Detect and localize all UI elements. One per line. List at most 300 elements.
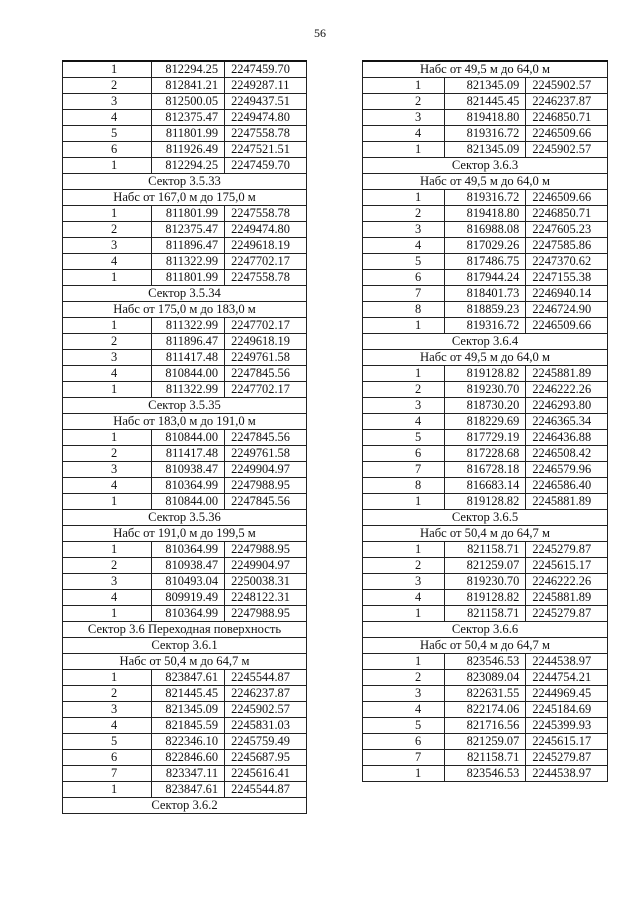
coord-x: 821158.71 <box>444 606 526 622</box>
sector-header: Сектор 3.5.36 <box>63 510 307 526</box>
point-number: 6 <box>363 734 445 750</box>
sector-header: Набс от 50,4 м до 64,7 м <box>363 526 608 542</box>
sector-header-row <box>63 510 307 526</box>
right-coordinates-table <box>362 60 608 782</box>
sector-header-row <box>63 638 307 654</box>
coordinate-row <box>63 702 307 718</box>
coord-x: 823089.04 <box>444 670 526 686</box>
coordinate-row <box>363 670 608 686</box>
sector-header: Набс от 49,5 м до 64,0 м <box>363 174 608 190</box>
point-number: 7 <box>363 462 445 478</box>
coord-y: 2248122.31 <box>225 590 307 606</box>
sector-header: Набс от 191,0 м до 199,5 м <box>63 526 307 542</box>
coord-y: 2245615.17 <box>526 558 608 574</box>
coord-y: 2246586.40 <box>526 478 608 494</box>
point-number: 1 <box>63 158 152 174</box>
coordinate-row <box>363 270 608 286</box>
point-number: 6 <box>363 446 445 462</box>
coord-x: 818229.69 <box>444 414 526 430</box>
coordinate-row <box>363 238 608 254</box>
coordinate-row <box>363 190 608 206</box>
coord-x: 812500.05 <box>151 94 224 110</box>
coordinate-row <box>63 110 307 126</box>
coord-y: 2247558.78 <box>225 270 307 286</box>
coordinate-row <box>63 718 307 734</box>
coord-y: 2247459.70 <box>225 61 307 78</box>
point-number: 1 <box>363 366 445 382</box>
coordinate-row <box>363 126 608 142</box>
coord-x: 821445.45 <box>151 686 224 702</box>
coord-x: 810844.00 <box>151 430 224 446</box>
point-number: 3 <box>63 462 152 478</box>
coordinate-row <box>63 782 307 798</box>
sector-header-row <box>363 158 608 174</box>
coordinate-row <box>63 734 307 750</box>
sector-header-row <box>363 510 608 526</box>
coord-y: 2247155.38 <box>526 270 608 286</box>
coordinate-row <box>363 558 608 574</box>
point-number: 3 <box>363 398 445 414</box>
coord-x: 817486.75 <box>444 254 526 270</box>
point-number: 2 <box>363 382 445 398</box>
coordinate-row <box>63 158 307 174</box>
coord-x: 817029.26 <box>444 238 526 254</box>
point-number: 4 <box>63 478 152 494</box>
coord-x: 819230.70 <box>444 574 526 590</box>
point-number: 1 <box>63 206 152 222</box>
point-number: 1 <box>363 190 445 206</box>
coord-x: 819230.70 <box>444 382 526 398</box>
point-number: 1 <box>363 766 445 782</box>
coord-y: 2246509.66 <box>526 318 608 334</box>
coord-x: 810493.04 <box>151 574 224 590</box>
point-number: 1 <box>63 606 152 622</box>
coord-x: 822174.06 <box>444 702 526 718</box>
sector-header: Сектор 3.5.33 <box>63 174 307 190</box>
sector-header-row <box>363 334 608 350</box>
coord-y: 2245881.89 <box>526 494 608 510</box>
coord-y: 2246508.42 <box>526 446 608 462</box>
point-number: 1 <box>63 382 152 398</box>
coord-x: 810938.47 <box>151 462 224 478</box>
coord-x: 810364.99 <box>151 542 224 558</box>
coord-x: 819128.82 <box>444 366 526 382</box>
coord-y: 2249618.19 <box>225 334 307 350</box>
point-number: 6 <box>63 750 152 766</box>
coord-x: 816683.14 <box>444 478 526 494</box>
coord-x: 810938.47 <box>151 558 224 574</box>
coordinate-row <box>363 686 608 702</box>
coordinate-row <box>363 286 608 302</box>
coordinate-row <box>63 590 307 606</box>
point-number: 4 <box>363 238 445 254</box>
point-number: 1 <box>363 142 445 158</box>
point-number: 2 <box>363 558 445 574</box>
sector-header-row <box>63 398 307 414</box>
coordinate-row <box>363 606 608 622</box>
coord-x: 811322.99 <box>151 254 224 270</box>
coordinate-row <box>363 718 608 734</box>
point-number: 2 <box>63 334 152 350</box>
coordinate-row <box>363 590 608 606</box>
coord-y: 2247702.17 <box>225 318 307 334</box>
coordinate-row <box>63 766 307 782</box>
sector-header: Набс от 167,0 м до 175,0 м <box>63 190 307 206</box>
coordinate-row <box>363 478 608 494</box>
coord-y: 2245616.41 <box>225 766 307 782</box>
point-number: 3 <box>363 110 445 126</box>
coordinate-row <box>63 686 307 702</box>
coordinate-row <box>363 222 608 238</box>
coord-x: 819316.72 <box>444 126 526 142</box>
point-number: 1 <box>363 494 445 510</box>
coordinate-row <box>63 270 307 286</box>
coordinate-row <box>63 750 307 766</box>
coord-y: 2249474.80 <box>225 222 307 238</box>
coord-y: 2247605.23 <box>526 222 608 238</box>
sector-header: Сектор 3.6.2 <box>63 798 307 814</box>
sector-header-row <box>63 190 307 206</box>
coordinate-row <box>63 542 307 558</box>
coord-y: 2247702.17 <box>225 382 307 398</box>
coordinate-row <box>63 574 307 590</box>
sector-header: Сектор 3.6.1 <box>63 638 307 654</box>
point-number: 2 <box>363 206 445 222</box>
coordinate-row <box>363 654 608 670</box>
point-number: 4 <box>63 110 152 126</box>
coord-y: 2250038.31 <box>225 574 307 590</box>
coordinate-row <box>363 142 608 158</box>
coord-x: 823546.53 <box>444 766 526 782</box>
sector-header: Сектор 3.5.34 <box>63 286 307 302</box>
coordinate-row <box>63 94 307 110</box>
coord-x: 810364.99 <box>151 478 224 494</box>
coord-x: 823847.61 <box>151 670 224 686</box>
coordinate-row <box>363 398 608 414</box>
coord-x: 811896.47 <box>151 334 224 350</box>
coordinate-row <box>363 766 608 782</box>
coord-x: 811896.47 <box>151 238 224 254</box>
coord-x: 812294.25 <box>151 61 224 78</box>
coordinate-row <box>63 142 307 158</box>
coord-x: 822846.60 <box>151 750 224 766</box>
point-number: 2 <box>63 222 152 238</box>
coordinate-row <box>63 126 307 142</box>
coordinate-row <box>363 542 608 558</box>
coordinate-row <box>363 94 608 110</box>
coord-y: 2247558.78 <box>225 126 307 142</box>
coord-y: 2247845.56 <box>225 494 307 510</box>
coord-x: 823546.53 <box>444 654 526 670</box>
point-number: 1 <box>63 61 152 78</box>
coordinate-row <box>63 350 307 366</box>
sector-header: Набс от 183,0 м до 191,0 м <box>63 414 307 430</box>
coordinate-row <box>63 478 307 494</box>
coord-y: 2247845.56 <box>225 366 307 382</box>
coord-x: 812375.47 <box>151 222 224 238</box>
coordinate-row <box>363 382 608 398</box>
coord-y: 2246850.71 <box>526 206 608 222</box>
coord-y: 2249437.51 <box>225 94 307 110</box>
coordinate-row <box>63 78 307 94</box>
left-coordinates-table <box>62 60 307 814</box>
point-number: 3 <box>63 702 152 718</box>
coord-y: 2247585.86 <box>526 238 608 254</box>
coord-x: 816988.08 <box>444 222 526 238</box>
coord-y: 2244754.21 <box>526 670 608 686</box>
coord-x: 812294.25 <box>151 158 224 174</box>
coord-y: 2247558.78 <box>225 206 307 222</box>
coord-x: 821259.07 <box>444 558 526 574</box>
point-number: 6 <box>363 270 445 286</box>
coord-y: 2249474.80 <box>225 110 307 126</box>
coord-y: 2245831.03 <box>225 718 307 734</box>
coord-x: 811801.99 <box>151 206 224 222</box>
sector-header-row <box>363 174 608 190</box>
point-number: 2 <box>63 686 152 702</box>
coord-y: 2247521.51 <box>225 142 307 158</box>
coordinate-row <box>63 494 307 510</box>
sector-header-row <box>63 654 307 670</box>
sector-header: Сектор 3.6.3 <box>363 158 608 174</box>
coordinate-row <box>363 366 608 382</box>
point-number: 7 <box>63 766 152 782</box>
point-number: 1 <box>63 318 152 334</box>
coordinate-row <box>63 61 307 78</box>
point-number: 5 <box>363 718 445 734</box>
coord-y: 2245687.95 <box>225 750 307 766</box>
point-number: 1 <box>63 430 152 446</box>
coordinate-row <box>63 606 307 622</box>
coord-x: 812375.47 <box>151 110 224 126</box>
sector-header-row <box>363 622 608 638</box>
coordinate-row <box>363 414 608 430</box>
coord-x: 811322.99 <box>151 318 224 334</box>
coordinate-row <box>63 382 307 398</box>
coord-x: 811322.99 <box>151 382 224 398</box>
coordinate-row <box>363 702 608 718</box>
sector-header-row <box>363 526 608 542</box>
point-number: 3 <box>363 686 445 702</box>
point-number: 2 <box>63 78 152 94</box>
coordinate-row <box>363 318 608 334</box>
coord-x: 821158.71 <box>444 750 526 766</box>
sector-header: Сектор 3.6.6 <box>363 622 608 638</box>
point-number: 3 <box>63 574 152 590</box>
coord-y: 2246222.26 <box>526 574 608 590</box>
point-number: 2 <box>63 558 152 574</box>
point-number: 3 <box>363 574 445 590</box>
point-number: 4 <box>363 590 445 606</box>
coord-y: 2246724.90 <box>526 302 608 318</box>
point-number: 5 <box>63 126 152 142</box>
coord-x: 819316.72 <box>444 190 526 206</box>
coord-y: 2247845.56 <box>225 430 307 446</box>
coordinate-row <box>63 670 307 686</box>
sector-header: Набс от 50,4 м до 64,7 м <box>63 654 307 670</box>
point-number: 7 <box>363 286 445 302</box>
coord-y: 2245759.49 <box>225 734 307 750</box>
sector-header-row <box>363 638 608 654</box>
point-number: 3 <box>363 222 445 238</box>
coord-y: 2244538.97 <box>526 654 608 670</box>
coord-y: 2246293.80 <box>526 398 608 414</box>
sector-header-row <box>63 526 307 542</box>
point-number: 1 <box>63 270 152 286</box>
coord-y: 2249761.58 <box>225 446 307 462</box>
coord-y: 2249904.97 <box>225 558 307 574</box>
coord-y: 2247988.95 <box>225 478 307 494</box>
coord-y: 2245881.89 <box>526 366 608 382</box>
coord-y: 2249761.58 <box>225 350 307 366</box>
sector-header-row <box>63 174 307 190</box>
point-number: 2 <box>363 670 445 686</box>
coord-x: 819128.82 <box>444 590 526 606</box>
point-number: 3 <box>63 350 152 366</box>
point-number: 5 <box>363 254 445 270</box>
coord-y: 2246579.96 <box>526 462 608 478</box>
coord-y: 2245615.17 <box>526 734 608 750</box>
coord-x: 821445.45 <box>444 94 526 110</box>
point-number: 6 <box>63 142 152 158</box>
point-number: 4 <box>363 126 445 142</box>
sector-header: Сектор 3.5.35 <box>63 398 307 414</box>
coordinate-row <box>63 206 307 222</box>
coord-y: 2245544.87 <box>225 670 307 686</box>
coord-x: 823347.11 <box>151 766 224 782</box>
coord-x: 818730.20 <box>444 398 526 414</box>
coord-y: 2245881.89 <box>526 590 608 606</box>
point-number: 1 <box>363 78 445 94</box>
coordinate-row <box>363 430 608 446</box>
sector-header-row <box>63 302 307 318</box>
coordinate-row <box>363 302 608 318</box>
point-number: 1 <box>363 542 445 558</box>
coordinate-row <box>363 574 608 590</box>
point-number: 4 <box>363 702 445 718</box>
coord-y: 2244538.97 <box>526 766 608 782</box>
coord-x: 810364.99 <box>151 606 224 622</box>
coord-y: 2249287.11 <box>225 78 307 94</box>
coordinate-row <box>63 334 307 350</box>
coord-y: 2246940.14 <box>526 286 608 302</box>
point-number: 1 <box>363 606 445 622</box>
coord-x: 819316.72 <box>444 318 526 334</box>
coord-y: 2249618.19 <box>225 238 307 254</box>
sector-header-row <box>63 622 307 638</box>
point-number: 1 <box>363 654 445 670</box>
sector-header: Сектор 3.6.5 <box>363 510 608 526</box>
coordinate-row <box>63 366 307 382</box>
coord-y: 2247702.17 <box>225 254 307 270</box>
coordinate-row <box>363 446 608 462</box>
coord-y: 2245279.87 <box>526 606 608 622</box>
coord-x: 819128.82 <box>444 494 526 510</box>
coord-y: 2247988.95 <box>225 542 307 558</box>
point-number: 4 <box>363 414 445 430</box>
coord-x: 810844.00 <box>151 366 224 382</box>
sector-header-row <box>63 414 307 430</box>
coord-x: 821345.09 <box>444 78 526 94</box>
coord-y: 2245902.57 <box>526 142 608 158</box>
coordinate-row <box>63 558 307 574</box>
point-number: 3 <box>63 238 152 254</box>
point-number: 4 <box>63 254 152 270</box>
coord-y: 2247459.70 <box>225 158 307 174</box>
coord-x: 818401.73 <box>444 286 526 302</box>
point-number: 1 <box>63 494 152 510</box>
coordinate-row <box>363 110 608 126</box>
sector-header-row <box>63 286 307 302</box>
sector-header: Набс от 175,0 м до 183,0 м <box>63 302 307 318</box>
sector-header-row <box>63 798 307 814</box>
coordinate-row <box>363 750 608 766</box>
coord-x: 811801.99 <box>151 270 224 286</box>
coord-x: 821158.71 <box>444 542 526 558</box>
coord-x: 819418.80 <box>444 206 526 222</box>
point-number: 7 <box>363 750 445 766</box>
point-number: 1 <box>63 670 152 686</box>
coord-y: 2246365.34 <box>526 414 608 430</box>
coord-x: 809919.49 <box>151 590 224 606</box>
coordinate-row <box>363 734 608 750</box>
coordinate-row <box>363 206 608 222</box>
coord-x: 822346.10 <box>151 734 224 750</box>
coord-y: 2246850.71 <box>526 110 608 126</box>
coord-x: 822631.55 <box>444 686 526 702</box>
coordinate-row <box>63 462 307 478</box>
coordinate-row <box>363 254 608 270</box>
coord-y: 2246237.87 <box>225 686 307 702</box>
coord-y: 2246237.87 <box>526 94 608 110</box>
coord-y: 2245902.57 <box>225 702 307 718</box>
point-number: 1 <box>363 318 445 334</box>
coord-y: 2245544.87 <box>225 782 307 798</box>
point-number: 8 <box>363 478 445 494</box>
coord-x: 817729.19 <box>444 430 526 446</box>
coordinate-row <box>363 494 608 510</box>
sector-header: Набс от 49,5 м до 64,0 м <box>363 350 608 366</box>
point-number: 4 <box>63 366 152 382</box>
coord-y: 2245902.57 <box>526 78 608 94</box>
coordinate-row <box>63 254 307 270</box>
coord-x: 823847.61 <box>151 782 224 798</box>
coord-x: 811801.99 <box>151 126 224 142</box>
point-number: 1 <box>63 542 152 558</box>
coord-x: 821259.07 <box>444 734 526 750</box>
coord-y: 2247988.95 <box>225 606 307 622</box>
point-number: 4 <box>63 590 152 606</box>
coord-y: 2246222.26 <box>526 382 608 398</box>
coord-y: 2247370.62 <box>526 254 608 270</box>
coord-y: 2246509.66 <box>526 126 608 142</box>
coord-x: 816728.18 <box>444 462 526 478</box>
coord-y: 2245279.87 <box>526 542 608 558</box>
coord-x: 821845.59 <box>151 718 224 734</box>
sector-header-row <box>363 350 608 366</box>
coordinate-row <box>63 222 307 238</box>
coord-x: 811926.49 <box>151 142 224 158</box>
point-number: 2 <box>363 94 445 110</box>
coord-y: 2246509.66 <box>526 190 608 206</box>
coord-y: 2245399.93 <box>526 718 608 734</box>
sector-header: Сектор 3.6 Переходная поверхность <box>63 622 307 638</box>
sector-header: Сектор 3.6.4 <box>363 334 608 350</box>
point-number: 5 <box>363 430 445 446</box>
coordinate-row <box>63 238 307 254</box>
sector-header-row <box>363 61 608 78</box>
coord-x: 810844.00 <box>151 494 224 510</box>
